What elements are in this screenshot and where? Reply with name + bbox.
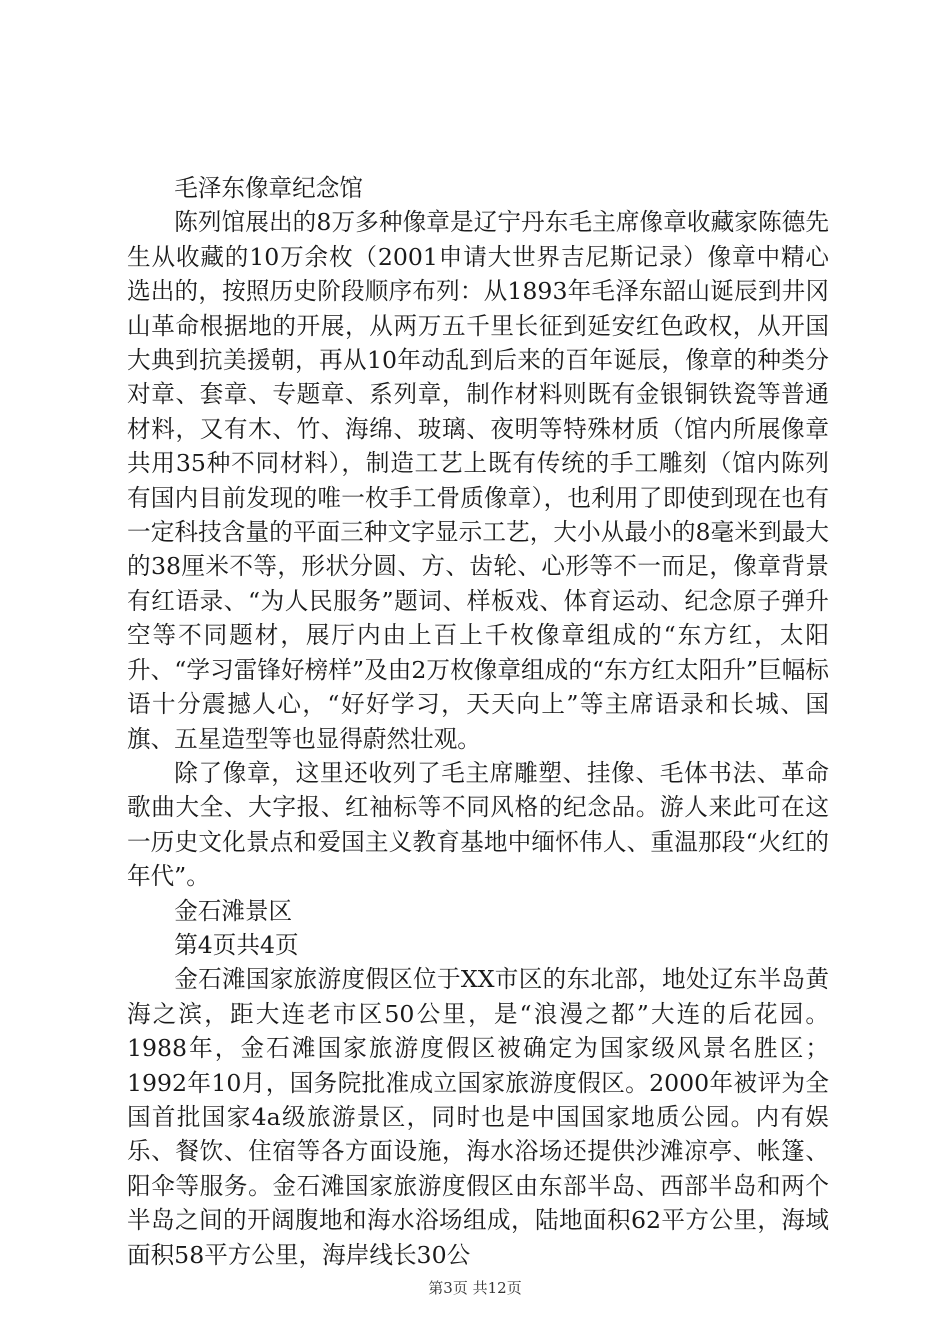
paragraph-jinshitan-resort: 金石滩国家旅游度假区位于XX市区的东北部，地处辽东半岛黄海之滨，距大连老市区50公里，是“浪漫之都”大连的后花园。1988年，金石滩国家旅游度假区被确定为国家级风景名胜区；1992年10月，国务院批准成立国家旅游度假区。2000年被评为全国首批国家4a级旅游景区，同时也是中国国家地质公园。内有娱乐、餐饮、住宿等各方面设施，海水浴场还提供沙滩凉亭、帐篷、阳伞等服务。金石滩国家旅游度假区由东部半岛、西部半岛和两个半岛之间的开阔腹地和海水浴场组成，陆地面积62平方公里，海域面积58平方公里，海岸线长30公 [127, 965, 829, 1269]
document-body [127, 171, 829, 1272]
section-heading-jinshitan: 金石滩景区 [174, 896, 293, 925]
page-footer: 第3页 共12页 [428, 1279, 522, 1297]
paragraph-souvenirs: 除了像章，这里还收列了毛主席雕塑、挂像、毛体书法、革命歌曲大全、大字报、红袖标等不同风格的纪念品。游人来此可在这一历史文化景点和爱国主义教育基地中缅怀伟人、重温那段“火红的年代”。 [127, 758, 829, 891]
section-heading-mao-badge-museum: 毛泽东像章纪念馆 [174, 174, 363, 202]
paragraph-badge-collection: 陈列馆展出的8万多种像章是辽宁丹东毛主席像章收藏家陈德先生从收藏的10万余枚（2001申请大世界吉尼斯记录）像章中精心选出的，按照历史阶段顺序布列：从1893年毛泽东韶山诞辰到井冈山革命根据地的开展，从两万五千里长征到延安红色政权，从开国大典到抗美援朝，再从10年动乱到后来的百年诞辰，像章的种类分对章、套章、专题章、系列章，制作材料则既有金银铜铁瓷等普通材料，又有木、竹、海绵、玻璃、夜明等特殊材质（馆内所展像章共用35种不同材料），制造工艺上既有传统的手工雕刻（馆内陈列有国内目前发现的唯一枚手工骨质像章），也利用了即使到现在也有一定科技含量的平面三种文字显示工艺，大小从最小的8毫米到最大的38厘米不等，形状分圆、方、齿轮、心形等不一而足，像章背景有红语录、“为人民服务”题词、样板戏、体育运动、纪念原子弹升空等不同题材，展厅内由上百上千枚像章组成的“东方红，太阳升、“学习雷锋好榜样”及由2万枚像章组成的“东方红太阳升”巨幅标语十分震撼人心，“好好学习，天天向上”等主席语录和长城、国旗、五星造型等也显得蔚然壮观。 [127, 208, 829, 753]
inline-page-note: 第4页共4页 [174, 930, 299, 959]
